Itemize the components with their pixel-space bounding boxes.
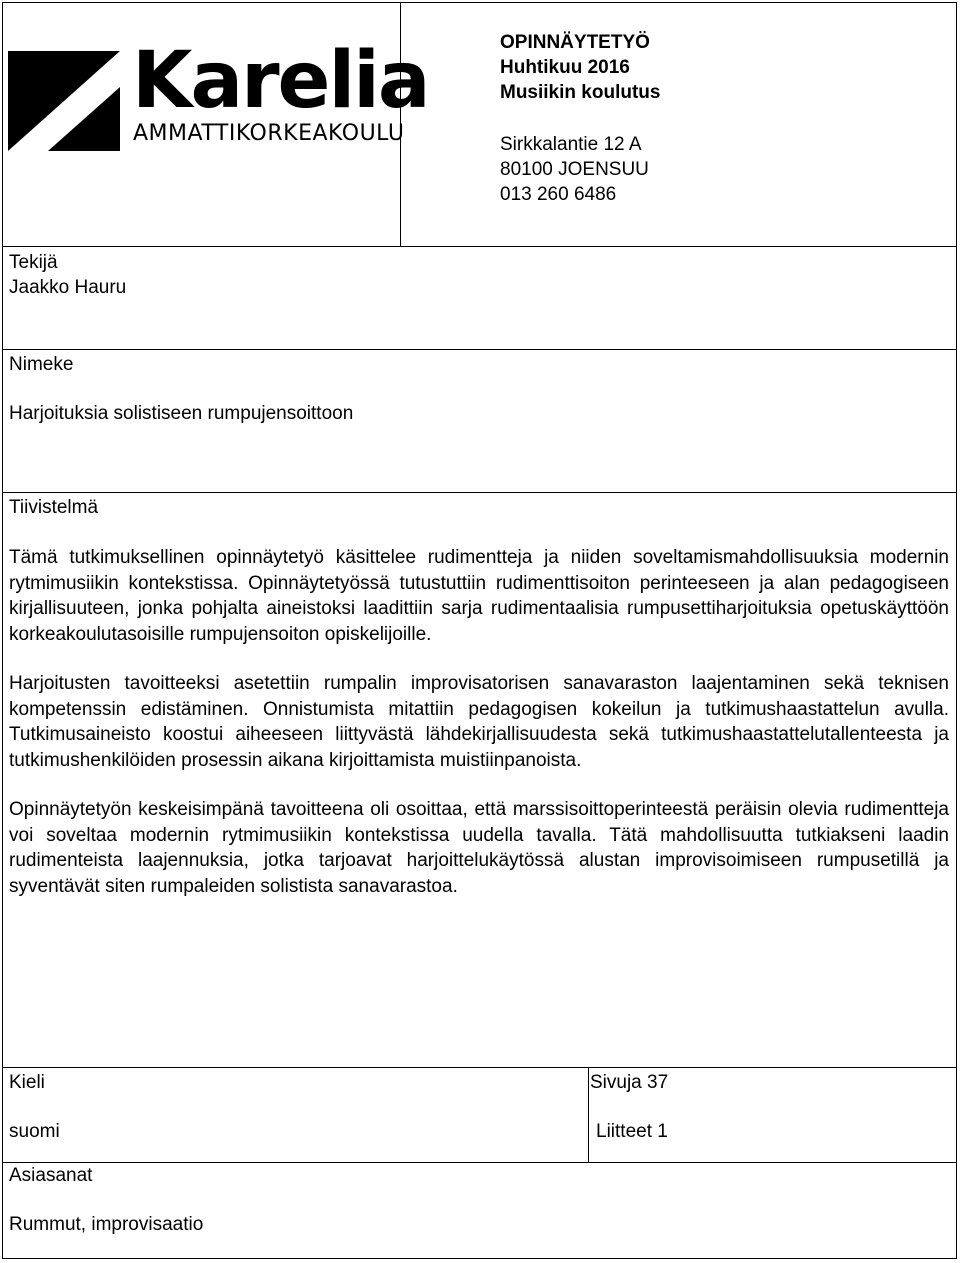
doc-type: OPINNÄYTETYÖ [500, 32, 650, 53]
karelia-k-mark-icon [8, 51, 120, 151]
address-street: Sirkkalantie 12 A [500, 134, 642, 155]
language-label: Kieli [9, 1072, 45, 1093]
abstract-paragraph: Harjoitusten tavoitteeksi asetettiin rumpalin improvisatorisen sanavaraston laajentaminen sekä teknisen kompetenssin edistäminen. Onnistumista mitattiin pedagogisen kokeilun ja tutkimushaastattelun avulla. Tutkimusaineisto koostui aiheeseen liittyvästä lähdekirjallisuudesta sekä tutkimushaastattelutallenteesta ja tutkimushenkilöiden prosessin aikana kirjoittamista muistiinpanoista. [9, 673, 949, 771]
doc-date: Huhtikuu 2016 [500, 57, 630, 78]
abstract-paragraph: Opinnäytetyön keskeisimpänä tavoitteena oli osoittaa, että marssisoittoperinteestä peräisin olevia rudimentteja voi soveltaa modernin rytmimusiikin kontekstissa uudella tavalla. Tätä mahdollisuutta tutkiakseni laadin rudimenteista laajennuksia, jotka tarjoavat harjoittelukäytössä alustan improvisoimiseen rumpusetillä ja syventävät siten rumpaleiden solistista sanavarastoa. [9, 799, 949, 897]
doc-school: Musiikin koulutus [500, 82, 661, 103]
pages-count: Sivuja 37 [590, 1072, 669, 1093]
abstract-body [9, 545, 949, 923]
address-phone: 013 260 6486 [500, 184, 617, 205]
author-label: Tekijä [9, 252, 58, 273]
karelia-logo [8, 36, 429, 155]
author-value: Jaakko Hauru [9, 277, 127, 298]
abstract-label: Tiivistelmä [9, 497, 99, 518]
address-city: 80100 JOENSUU [500, 159, 649, 180]
row-divider-language [2, 1162, 957, 1163]
attachments-count: Liitteet 1 [596, 1121, 668, 1142]
abstract-paragraph: Tämä tutkimuksellinen opinnäytetyö käsittelee rudimentteja ja niiden soveltamismahdollisuuksia modernin rytmimusiikin kontekstissa. Opinnäytetyössä tutustuttiin rudimenttisoiton perinteeseen ja alan pedagogiseen kirjallisuuteen, jonka pohjalta aineistoksi laadittiin sarja rudimentaalisia rumpusettiharjoituksia opetuskäyttöön korkeakoulutasoisille rumpujensoiton opiskelijoille. [9, 547, 949, 645]
logo-subtitle: AMMATTIKORKEAKOULU [133, 121, 405, 146]
language-value: suomi [9, 1121, 60, 1142]
language-pages-divider [588, 1067, 589, 1162]
row-divider-author [2, 349, 957, 350]
keywords-value: Rummut, improvisaatio [9, 1214, 204, 1235]
title-value: Harjoituksia solistiseen rumpujensoittoon [9, 403, 354, 424]
row-divider-title [2, 492, 957, 493]
row-divider-abstract [2, 1067, 957, 1068]
row-divider-header [2, 246, 957, 247]
title-label: Nimeke [9, 354, 74, 375]
keywords-label: Asiasanat [9, 1165, 93, 1186]
logo-wordmark: Karelia [132, 36, 429, 126]
